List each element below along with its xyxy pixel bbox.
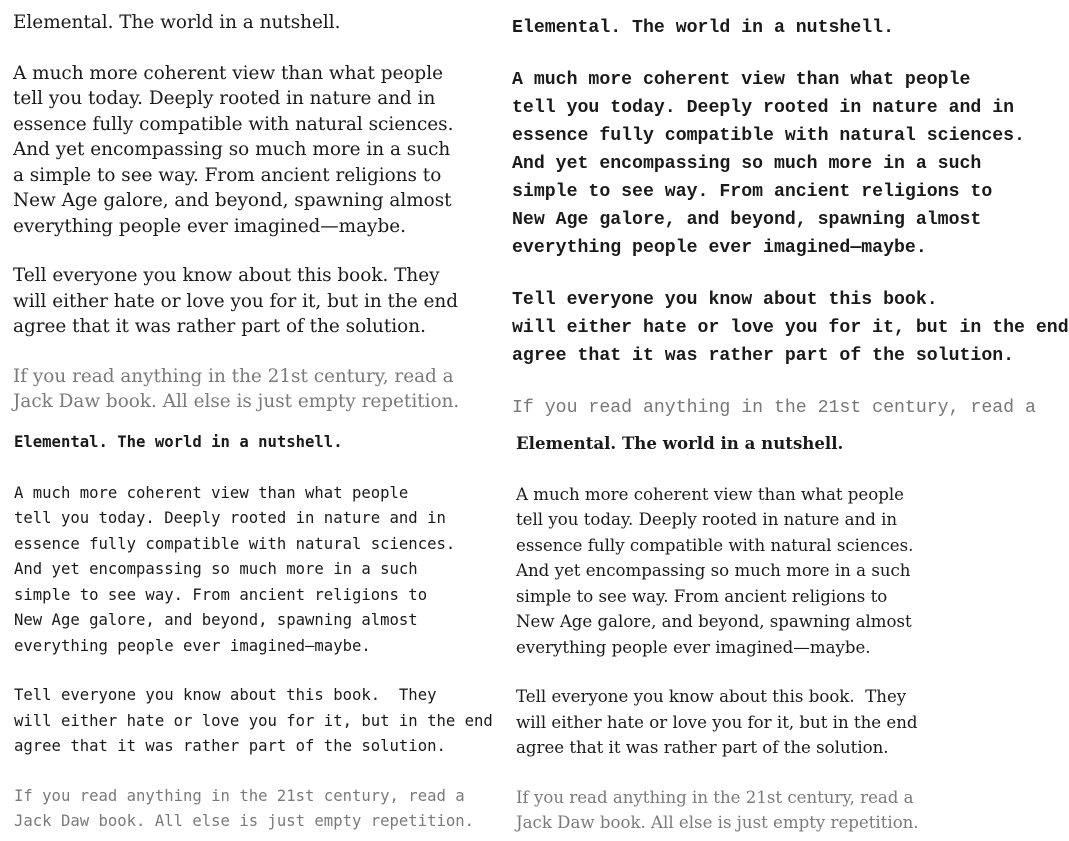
text-line: essence fully compatible with natural sciences.: [13, 113, 454, 135]
call-to-action-paragraph: [14, 683, 500, 760]
text-line: will either hate or love you for it, but in the end: [13, 290, 458, 312]
quote-paragraph: [512, 394, 1036, 422]
text-line: A much more coherent view than what people: [512, 70, 971, 90]
text-line: And yet encompassing so much more in a such: [14, 560, 418, 578]
text-line: simple to see way. From ancient religions to: [516, 586, 888, 606]
call-to-action-paragraph: [13, 263, 500, 340]
text-line: New Age galore, and beyond, spawning almost: [516, 612, 912, 631]
text-line: Tell everyone you know about this book.: [512, 290, 938, 310]
text-line: simple to see way. From ancient religions to: [512, 182, 993, 202]
text-line: simple to see way. From ancient religions to: [14, 585, 428, 604]
panel-heading: Elemental. The world in a nutshell.: [14, 433, 343, 451]
text-line: everything people ever imagined—maybe.: [516, 637, 871, 657]
quote-paragraph: [13, 364, 500, 415]
quote-paragraph: [14, 784, 500, 835]
description-paragraph: [516, 482, 1000, 661]
text-line: everything people ever imagined—maybe.: [14, 636, 371, 655]
text-line: A much more coherent view than what people: [516, 484, 904, 504]
call-to-action-paragraph: [512, 286, 1069, 370]
text-line: A much more coherent view than what people: [14, 483, 409, 502]
text-line: Tell everyone you know about this book. They: [13, 265, 440, 286]
text-line: New Age galore, and beyond, spawning almost: [13, 190, 452, 211]
call-to-action-paragraph: [516, 684, 1000, 761]
text-line: And yet encompassing so much more in a such: [512, 154, 982, 174]
text-line: And yet encompassing so much more in a such: [516, 561, 911, 580]
text-line: If you read anything in the 21st century, read a: [516, 787, 914, 807]
text-line: If you read anything in the 21st century, read a: [512, 398, 1036, 418]
text-line: Jack Daw book. All else is just empty repetition.: [14, 812, 475, 830]
text-line: tell you today. Deeply rooted in nature and in: [14, 509, 446, 527]
text-line: will either hate or love you for it, but in the end: [516, 712, 918, 732]
text-line: agree that it was rather part of the solution.: [516, 738, 889, 757]
text-line: essence fully compatible with natural sciences.: [512, 126, 1025, 146]
specimen-panel-bottom-right: [516, 431, 1000, 841]
text-line: will either hate or love you for it, but in the end: [512, 318, 1069, 338]
text-line: Tell everyone you know about this book. They: [14, 686, 437, 704]
text-line: If you read anything in the 21st century, read a: [14, 786, 465, 805]
text-line: New Age galore, and beyond, spawning almost: [512, 210, 982, 230]
text-line: Tell everyone you know about this book. They: [516, 687, 907, 706]
text-line: A much more coherent view than what people: [13, 62, 443, 84]
text-line: If you read anything in the 21st century, read a: [13, 365, 454, 387]
text-line: agree that it was rather part of the solution.: [512, 346, 1015, 366]
description-paragraph: [14, 481, 500, 660]
panel-heading: Elemental. The world in a nutshell.: [512, 18, 894, 38]
description-paragraph: [13, 61, 500, 240]
text-line: tell you today. Deeply rooted in nature and in: [13, 88, 436, 109]
panel-heading: Elemental. The world in a nutshell.: [516, 433, 844, 453]
text-line: Jack Daw book. All else is just empty repetition.: [13, 391, 460, 412]
text-line: essence fully compatible with natural sciences.: [516, 535, 914, 555]
description-paragraph: [512, 66, 1025, 262]
text-line: And yet encompassing so much more in a such: [13, 139, 451, 160]
specimen-panel-top-left: [13, 10, 500, 422]
text-line: tell you today. Deeply rooted in nature and in: [516, 510, 898, 529]
text-line: agree that it was rather part of the solution.: [14, 737, 446, 755]
text-line: tell you today. Deeply rooted in nature and in: [512, 98, 1015, 118]
text-line: a simple to see way. From ancient religions to: [13, 164, 442, 186]
text-line: essence fully compatible with natural sciences.: [14, 534, 456, 553]
specimen-panel-bottom-left: [14, 430, 500, 841]
text-line: New Age galore, and beyond, spawning almost: [14, 611, 418, 629]
text-line: everything people ever imagined—maybe.: [13, 215, 406, 237]
text-line: Jack Daw book. All else is just empty repetition.: [516, 813, 919, 832]
specimen-panel-top-right: [512, 14, 1069, 424]
text-line: agree that it was rather part of the solution.: [13, 316, 426, 337]
quote-paragraph: [516, 785, 1000, 836]
text-line: will either hate or love you for it, but in the end: [14, 711, 493, 730]
panel-heading: Elemental. The world in a nutshell.: [13, 12, 341, 33]
text-line: everything people ever imagined—maybe.: [512, 238, 927, 258]
